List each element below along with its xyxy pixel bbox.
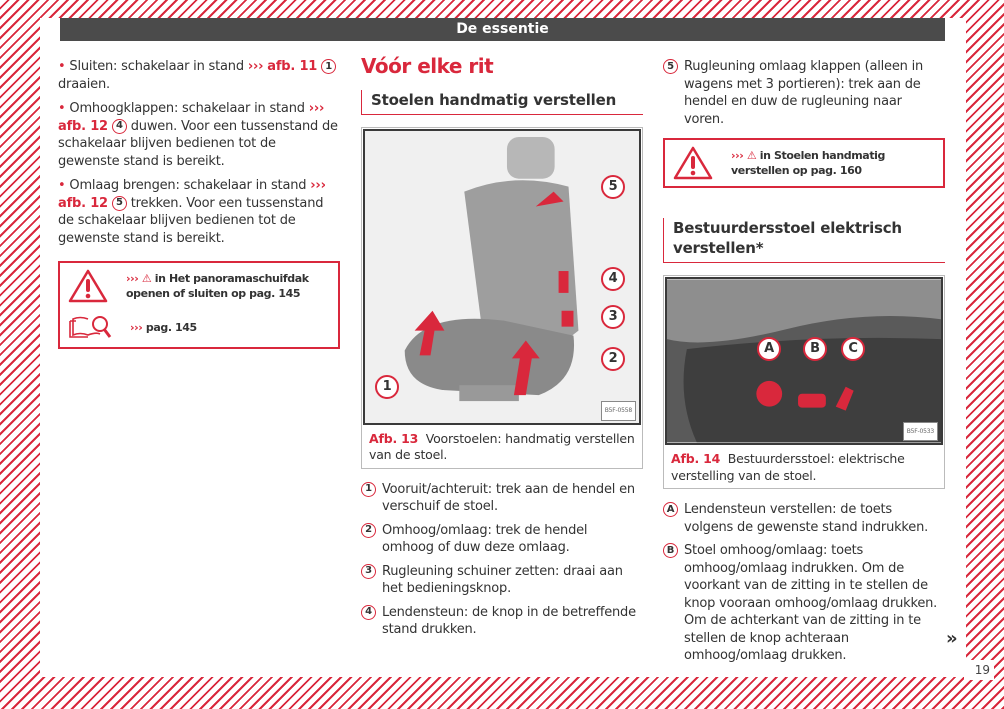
figure-label: Afb. 14 [671,451,721,466]
item-text: Lendensteun verstellen: de toets volgens de gewenste stand indrukken. [684,502,929,535]
figure-callout: 2 [601,347,625,371]
arrows: ››› [130,320,143,334]
callout-number: 1 [361,482,376,497]
bullet-text: duwen. Voor een tussenstand de schakelaar blijven bedienen tot de gewenste stand is bereikt. [58,118,338,169]
warning-link[interactable]: in Het panoramaschuifdak openen of sluiten op pag. 145 [126,272,309,300]
warning-box: ››› ⚠ in Stoelen handmatig verstellen op pag. 160 [663,138,945,188]
caption-text: Bestuurdersstoel: elektrische verstelling van de stoel. [671,451,905,483]
page-ref-link[interactable]: pag. 145 [145,320,197,334]
seat-manual-illustration [363,129,641,425]
column-3 [663,58,945,671]
item-text: Lendensteun: de knop in de betreffende stand drukken. [382,604,636,637]
arrows: ››› [247,59,264,74]
callout-number: 4 [361,605,376,620]
section-heading: Bestuurdersstoel elektrisch verstellen* [663,218,945,263]
list-item [361,604,643,639]
figure-code: B5F-0558 [601,401,636,421]
bullet-item [58,100,340,170]
figure-13 [361,127,643,469]
item-text: Omhoog/omlaag: trek de hendel omhoog of duw deze omlaag. [382,522,588,555]
figure-caption [664,446,944,488]
item-text: Vooruit/achteruit: trek aan de hendel en verschuif de stoel. [382,481,635,514]
figure-caption [362,426,642,468]
figure-link[interactable]: afb. 12 [58,195,108,211]
list-item [361,522,643,557]
page-number: 19 [964,660,994,680]
bullet-text: draaien. [58,76,110,92]
figure-callout: A [757,337,781,361]
figure-callout: 4 [601,267,625,291]
section-heading: Stoelen handmatig verstellen [361,90,643,115]
page-title: Vóór elke rit [361,54,494,78]
callout-number: 1 [321,59,336,74]
column-1 [58,58,340,349]
item-text: Stoel omhoog/omlaag: toets omhoog/omlaag indrukken. Om de voorkant van de zitting in te stellen de knop vooraan omhoog/omlaag drukken. Om de achterkant van de zitting in te stellen de knop achteraan omhoog/omlaag drukken. [684,543,938,663]
bullet-text: trekken. Voor een tussenstand de schakelaar blijven bedienen tot de gewenste stand is bereikt. [58,195,324,246]
bullet-item [58,58,340,93]
warning-box: ››› ⚠ in Het panoramaschuifdak openen of sluiten op pag. 145 ››› pag. 145 [58,261,340,349]
list-item [663,58,945,128]
figure-label: Afb. 13 [369,430,419,446]
callout-number: B [663,543,678,558]
bullet-text: Sluiten: schakelaar in stand [69,59,248,74]
figure-callout: 1 [375,375,399,399]
figure-callout: 3 [601,305,625,329]
column-2 [361,54,643,645]
list-item [663,542,945,665]
list-item [361,563,643,598]
bullet-text: Omlaag brengen: schakelaar in stand [69,178,311,193]
figure-callout: 5 [601,175,625,199]
figure-code: B5F-0533 [903,422,938,442]
book-search-icon [68,313,112,341]
callout-number: 5 [663,59,678,74]
caption-text: Voorstoelen: handmatig verstellen van de stoel. [369,430,635,462]
callout-number: A [663,502,678,517]
item-text: Rugleuning omlaag klappen (alleen in wagens met 3 portieren): trek aan de hendel en duw de rugleuning naar voren. [684,59,924,127]
callout-number: 4 [112,119,127,134]
list-item [361,481,643,516]
callout-number: 3 [361,564,376,579]
figure-link[interactable]: afb. 11 [267,59,318,74]
bullet-dot: • [58,101,70,116]
figure-callout: C [841,337,865,361]
callout-number: 2 [361,523,376,538]
figure-callout: B [803,337,827,361]
bullet-dot: • [58,59,70,74]
bullet-text: Omhoogklappen: schakelaar in stand [69,101,309,116]
warning-triangle-icon [673,146,713,180]
figure-14 [663,275,945,489]
warning-link[interactable]: in Stoelen handmatig verstellen op pag. 160 [731,149,886,177]
bullet-dot: • [58,178,70,193]
warning-triangle-icon [68,269,108,303]
list-item [663,501,945,536]
arrows: ››› [126,272,139,285]
bullet-item [58,177,340,247]
arrows: ››› [308,101,325,116]
continue-marker: » [946,628,958,649]
page-header: De essentie [60,18,945,41]
item-text: Rugleuning schuiner zetten: draai aan het bedieningsknop. [382,563,623,596]
callout-number: 5 [112,196,127,211]
arrows: ››› [310,178,326,193]
arrows: ››› [731,149,744,162]
figure-link[interactable]: afb. 12 [58,118,108,134]
seat-electric-illustration [665,277,943,445]
